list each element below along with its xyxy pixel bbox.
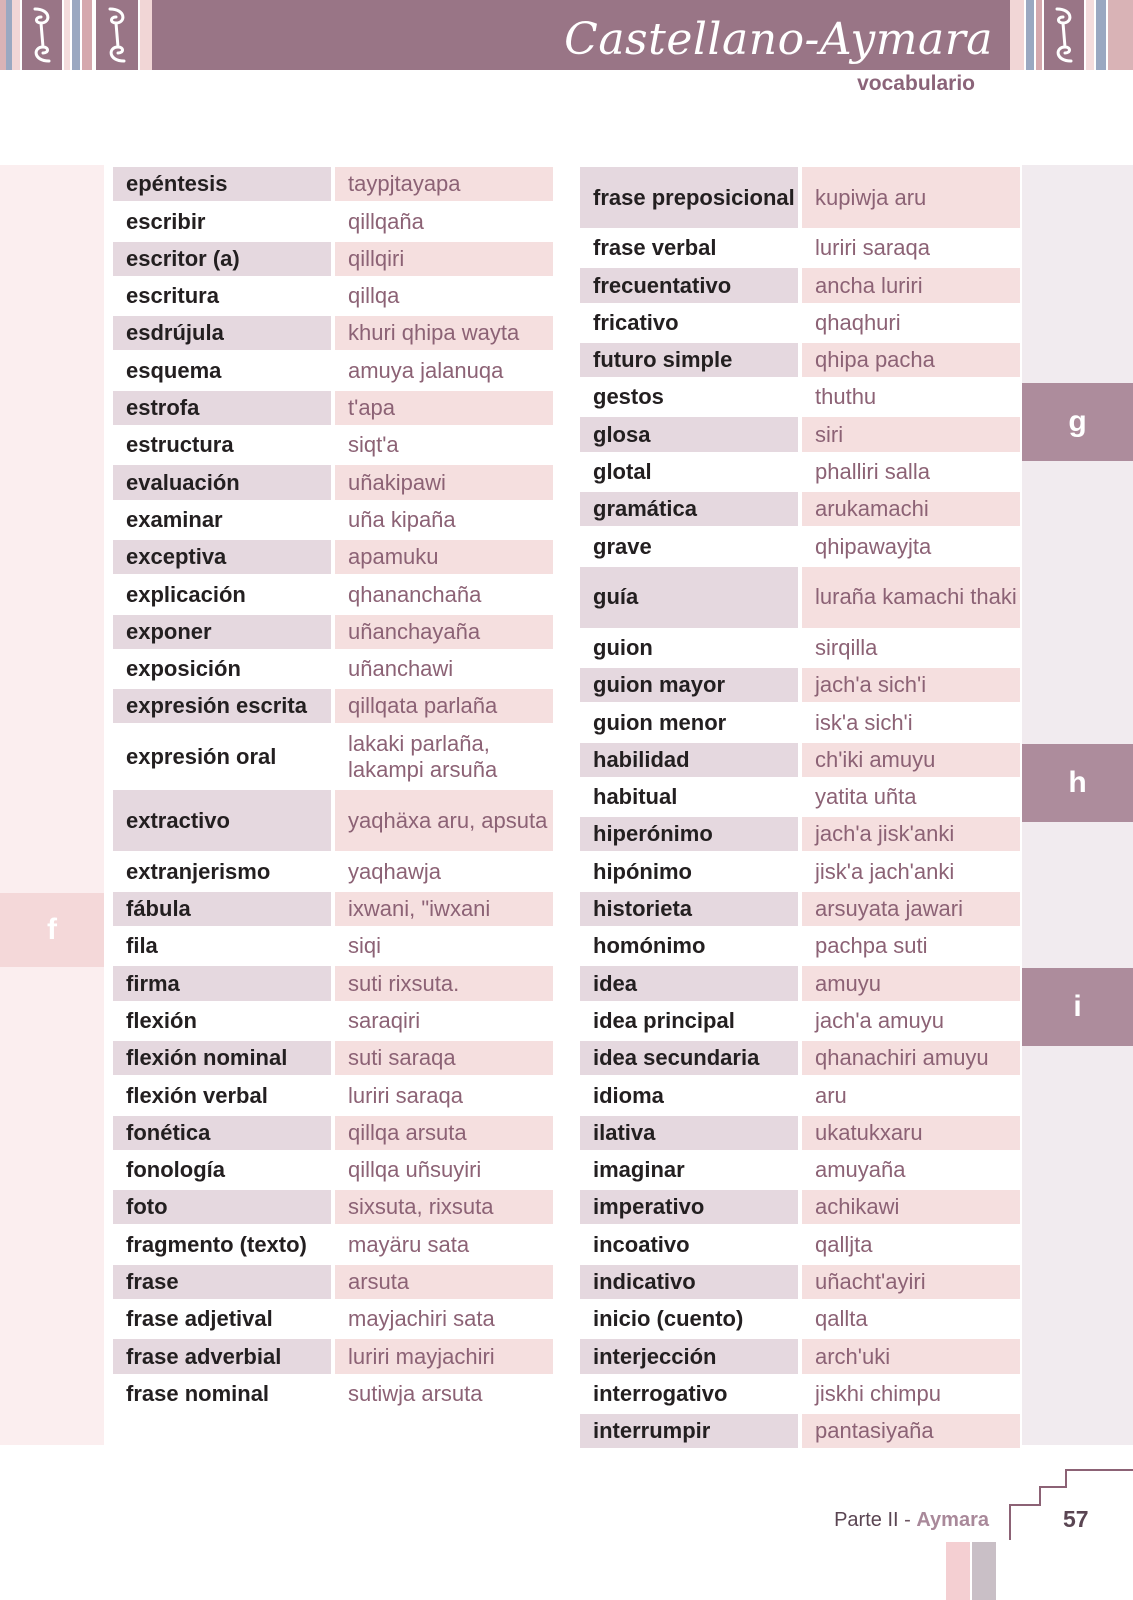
- vocab-row: [580, 231, 1020, 268]
- vocab-translation: qalljta: [815, 1231, 873, 1257]
- spiral-glyph-icon: [96, 0, 138, 70]
- vocab-row: [113, 391, 553, 428]
- decor-stripe: [12, 0, 20, 70]
- vocabulary-column-right: [580, 167, 1020, 1451]
- vocab-term: epéntesis: [113, 167, 331, 201]
- vocab-translation: amuyu: [802, 966, 1020, 1000]
- vocab-term: idea principal: [593, 1007, 735, 1033]
- vocab-translation: yatita uñta: [815, 784, 917, 810]
- vocab-term: interjección: [580, 1339, 798, 1373]
- vocab-translation: jisk'a jach'anki: [815, 858, 955, 884]
- vocab-row: [113, 1339, 553, 1376]
- vocab-term: flexión verbal: [126, 1082, 268, 1108]
- vocab-term: historieta: [580, 892, 798, 926]
- vocab-term: escribir: [126, 208, 206, 234]
- vocab-term: ilativa: [580, 1116, 798, 1150]
- vocab-term: interrumpir: [580, 1414, 798, 1448]
- vocab-row: [580, 631, 1020, 668]
- vocab-term: extractivo: [113, 790, 331, 851]
- vocab-translation: luriri saraqa: [815, 235, 930, 261]
- vocab-row: [113, 1153, 553, 1190]
- vocab-translation: uña kipaña: [348, 506, 456, 532]
- vocab-row: [113, 689, 553, 726]
- vocab-translation: saraqiri: [348, 1007, 421, 1033]
- vocab-term: habitual: [593, 784, 678, 810]
- vocab-term: fragmento (texto): [126, 1231, 307, 1257]
- vocab-row: [580, 417, 1020, 454]
- vocab-row: [580, 780, 1020, 817]
- vocab-term: frase: [113, 1265, 331, 1299]
- vocab-row: [113, 242, 553, 279]
- vocab-row: [580, 1377, 1020, 1414]
- vocab-row: [580, 1227, 1020, 1264]
- vocab-translation: siqi: [348, 933, 382, 959]
- vocab-term: idea: [580, 966, 798, 1000]
- vocab-term: gramática: [580, 492, 798, 526]
- vocab-row: [113, 1116, 553, 1153]
- footer-separator: -: [898, 1509, 917, 1531]
- decor-stripe: [64, 0, 70, 70]
- vocab-term: esdrújula: [113, 316, 331, 350]
- vocab-translation: qillqa arsuta: [335, 1116, 553, 1150]
- vocab-translation: qhananchaña: [348, 581, 482, 607]
- vocab-translation: lakaki parlaña, lakampi arsuña: [348, 731, 498, 782]
- side-strip-left: [0, 165, 104, 1445]
- vocab-translation: isk'a sich'i: [815, 709, 913, 735]
- vocab-translation: achikawi: [802, 1190, 1020, 1224]
- decor-stripe: [1086, 0, 1094, 70]
- vocab-row: [580, 854, 1020, 891]
- vocab-translation: suti saraqa: [335, 1041, 553, 1075]
- vocab-row: [580, 705, 1020, 742]
- decor-stripe: [140, 0, 152, 70]
- vocab-row: [580, 966, 1020, 1003]
- vocab-row: [113, 1302, 553, 1339]
- vocab-row: [580, 306, 1020, 343]
- vocab-translation: qillqa uñsuyiri: [348, 1157, 482, 1183]
- vocab-row: [113, 929, 553, 966]
- vocab-translation: kupiwja aru: [802, 167, 1020, 228]
- decor-stripe: [1026, 0, 1034, 70]
- vocab-term: fonética: [113, 1116, 331, 1150]
- vocab-translation: qillqata parlaña: [335, 689, 553, 723]
- vocab-row: [113, 1041, 553, 1078]
- decor-stripe: [1108, 0, 1133, 70]
- page-title: Castellano-Aymara: [564, 14, 993, 65]
- vocab-translation: ixwani, "iwxani: [335, 892, 553, 926]
- vocab-row: [580, 1414, 1020, 1451]
- vocab-translation: thuthu: [815, 384, 877, 410]
- vocab-row: [580, 1302, 1020, 1339]
- vocab-translation: arch'uki: [802, 1339, 1020, 1373]
- vocab-translation: luriri mayjachiri: [335, 1339, 553, 1373]
- vocab-term: examinar: [126, 506, 223, 532]
- vocab-term: habilidad: [580, 743, 798, 777]
- vocab-translation: phalliri salla: [815, 459, 930, 485]
- vocab-term: expresión oral: [126, 744, 277, 770]
- vocab-term: grave: [593, 533, 652, 559]
- vocab-row: [580, 668, 1020, 705]
- vocab-term: flexión: [126, 1007, 197, 1033]
- vocab-row: [113, 503, 553, 540]
- footer-part: Parte II: [834, 1509, 899, 1531]
- footer-bar: [946, 1542, 970, 1600]
- vocab-row: [113, 892, 553, 929]
- vocab-term: extranjerismo: [126, 858, 271, 884]
- vocab-term: idioma: [593, 1082, 664, 1108]
- footer-bar: [972, 1542, 996, 1600]
- vocab-translation: amuya jalanuqa: [348, 357, 504, 383]
- vocab-term: exceptiva: [113, 540, 331, 574]
- vocab-translation: uñakipawi: [335, 465, 553, 499]
- vocab-term: explicación: [126, 581, 246, 607]
- vocab-translation: siri: [802, 417, 1020, 451]
- vocab-row: [113, 428, 553, 465]
- vocab-row: [113, 1265, 553, 1302]
- vocab-row: [580, 1078, 1020, 1115]
- vocab-row: [580, 1265, 1020, 1302]
- decor-stripe: [1036, 0, 1042, 70]
- vocab-term: fábula: [113, 892, 331, 926]
- vocab-row: [113, 465, 553, 502]
- vocab-term: esquema: [126, 357, 222, 383]
- vocab-row: [113, 353, 553, 390]
- vocab-translation: pantasiyaña: [802, 1414, 1020, 1448]
- vocab-translation: sirqilla: [815, 634, 878, 660]
- vocab-row: [580, 567, 1020, 631]
- vocab-term: fonología: [126, 1157, 225, 1183]
- footer-language: Aymara: [916, 1509, 989, 1531]
- vocab-translation: apamuku: [335, 540, 553, 574]
- vocab-row: [113, 1377, 553, 1414]
- vocab-term: frase adverbial: [113, 1339, 331, 1373]
- vocab-term: firma: [113, 966, 331, 1000]
- vocab-translation: jach'a sich'i: [802, 668, 1020, 702]
- vocab-row: [113, 1078, 553, 1115]
- vocab-term: guion: [593, 634, 653, 660]
- vocab-term: foto: [113, 1190, 331, 1224]
- vocab-translation: suti rixsuta.: [335, 966, 553, 1000]
- vocab-translation: siqt'a: [348, 432, 399, 458]
- footer-part-label: [834, 1509, 989, 1532]
- vocab-translation: qillqa: [348, 283, 400, 309]
- vocab-translation: uñanchawi: [348, 656, 454, 682]
- vocab-row: [113, 204, 553, 241]
- vocab-translation: luraña kamachi thaki: [802, 567, 1020, 628]
- vocab-row: [113, 1227, 553, 1264]
- vocab-row: [580, 1190, 1020, 1227]
- vocab-row: [113, 1190, 553, 1227]
- vocab-term: glosa: [580, 417, 798, 451]
- vocab-term: estrofa: [113, 391, 331, 425]
- letter-tab-i[interactable]: i: [1022, 968, 1133, 1046]
- vocab-translation: jiskhi chimpu: [815, 1380, 941, 1406]
- decor-stripe: [72, 0, 80, 70]
- vocab-term: guía: [580, 567, 798, 628]
- vocab-row: [113, 966, 553, 1003]
- vocab-term: gestos: [593, 384, 664, 410]
- page-subtitle: vocabulario: [857, 72, 975, 95]
- vocab-translation: pachpa suti: [815, 933, 928, 959]
- vocab-translation: qallta: [815, 1306, 868, 1332]
- vocab-row: [580, 529, 1020, 566]
- vocab-term: hiperónimo: [580, 817, 798, 851]
- vocab-translation: qhanachiri amuyu: [802, 1041, 1020, 1075]
- vocab-term: frase adjetival: [126, 1306, 273, 1332]
- vocab-translation: ukatukxaru: [802, 1116, 1020, 1150]
- vocab-term: frase preposicional: [580, 167, 798, 228]
- letter-tab-h[interactable]: h: [1022, 744, 1133, 822]
- vocab-term: glotal: [593, 459, 652, 485]
- vocab-row: [580, 892, 1020, 929]
- vocabulary-column-left: [113, 167, 553, 1414]
- vocab-row: [113, 1004, 553, 1041]
- vocab-translation: sixsuta, rixsuta: [335, 1190, 553, 1224]
- vocab-term: homónimo: [593, 933, 706, 959]
- vocab-translation: amuyaña: [815, 1157, 906, 1183]
- vocab-row: [580, 492, 1020, 529]
- vocab-translation: ancha luriri: [802, 268, 1020, 302]
- vocab-row: [580, 1116, 1020, 1153]
- vocab-translation: taypjtayapa: [335, 167, 553, 201]
- decor-stripe: [1096, 0, 1106, 70]
- spiral-glyph-icon: [22, 0, 62, 70]
- vocab-term: interrogativo: [593, 1380, 728, 1406]
- vocab-row: [580, 929, 1020, 966]
- vocab-row: [580, 167, 1020, 231]
- vocab-translation: luriri saraqa: [348, 1082, 463, 1108]
- vocab-translation: t'apa: [335, 391, 553, 425]
- vocab-row: [580, 743, 1020, 780]
- vocab-row: [113, 279, 553, 316]
- spiral-glyph-icon: [1044, 0, 1084, 70]
- vocab-row: [113, 726, 553, 790]
- vocab-term: frase verbal: [593, 235, 717, 261]
- vocab-row: [580, 455, 1020, 492]
- vocab-row: [580, 1041, 1020, 1078]
- vocab-row: [580, 380, 1020, 417]
- vocab-term: guion mayor: [580, 668, 798, 702]
- vocab-row: [113, 615, 553, 652]
- vocab-term: fricativo: [593, 309, 679, 335]
- vocab-term: fila: [126, 933, 158, 959]
- vocab-term: guion menor: [593, 709, 727, 735]
- vocab-row: [580, 343, 1020, 380]
- vocab-translation: yaqhawja: [348, 858, 441, 884]
- vocab-row: [113, 652, 553, 689]
- vocab-term: frecuentativo: [580, 268, 798, 302]
- vocab-row: [580, 1153, 1020, 1190]
- vocab-row: [113, 540, 553, 577]
- vocab-term: incoativo: [593, 1231, 690, 1257]
- vocab-translation: mayjachiri sata: [348, 1306, 495, 1332]
- vocab-row: [580, 268, 1020, 305]
- vocab-term: exponer: [113, 615, 331, 649]
- vocab-row: [113, 316, 553, 353]
- vocab-translation: jach'a amuyu: [815, 1007, 944, 1033]
- vocab-term: frase nominal: [126, 1380, 270, 1406]
- vocab-row: [580, 1339, 1020, 1376]
- letter-tab-g[interactable]: g: [1022, 383, 1133, 461]
- vocab-translation: uñacht'ayiri: [802, 1265, 1020, 1299]
- vocab-term: hipónimo: [593, 858, 692, 884]
- vocab-translation: ch'iki amuyu: [802, 743, 1020, 777]
- vocab-term: imperativo: [580, 1190, 798, 1224]
- page-number: 57: [1063, 1506, 1089, 1532]
- vocab-translation: aru: [815, 1082, 847, 1108]
- vocab-row: [113, 167, 553, 204]
- vocab-term: futuro simple: [580, 343, 798, 377]
- vocab-term: estructura: [126, 432, 234, 458]
- vocab-translation: qillqiri: [335, 242, 553, 276]
- vocab-translation: qhipawayjta: [815, 533, 932, 559]
- vocab-row: [113, 854, 553, 891]
- vocab-translation: arsuta: [335, 1265, 553, 1299]
- vocab-translation: qhipa pacha: [802, 343, 1020, 377]
- vocab-translation: yaqhäxa aru, apsuta: [335, 790, 553, 851]
- vocab-term: idea secundaria: [580, 1041, 798, 1075]
- vocab-row: [580, 1004, 1020, 1041]
- vocab-translation: uñanchayaña: [335, 615, 553, 649]
- vocab-translation: arsuyata jawari: [802, 892, 1020, 926]
- vocab-term: inicio (cuento): [593, 1306, 744, 1332]
- vocab-term: exposición: [126, 656, 241, 682]
- vocab-translation: sutiwja arsuta: [348, 1380, 483, 1406]
- vocab-row: [113, 577, 553, 614]
- vocab-term: indicativo: [580, 1265, 798, 1299]
- vocab-translation: jach'a jisk'anki: [802, 817, 1020, 851]
- vocab-term: expresión escrita: [113, 689, 331, 723]
- vocab-translation: qillqaña: [348, 208, 424, 234]
- vocab-row: [113, 790, 553, 854]
- vocab-term: imaginar: [593, 1157, 685, 1183]
- letter-tab-f[interactable]: f: [0, 893, 104, 967]
- vocab-translation: qhaqhuri: [815, 309, 901, 335]
- decor-stripe: [1010, 0, 1024, 70]
- vocab-term: evaluación: [113, 465, 331, 499]
- page-header: [0, 0, 1133, 70]
- vocab-translation: arukamachi: [802, 492, 1020, 526]
- vocab-translation: mayäru sata: [348, 1231, 470, 1257]
- vocab-term: escritura: [126, 283, 219, 309]
- vocab-translation: khuri qhipa wayta: [335, 316, 553, 350]
- decor-stripe: [82, 0, 92, 70]
- vocab-term: flexión nominal: [113, 1041, 331, 1075]
- vocab-row: [580, 817, 1020, 854]
- vocab-term: escritor (a): [113, 242, 331, 276]
